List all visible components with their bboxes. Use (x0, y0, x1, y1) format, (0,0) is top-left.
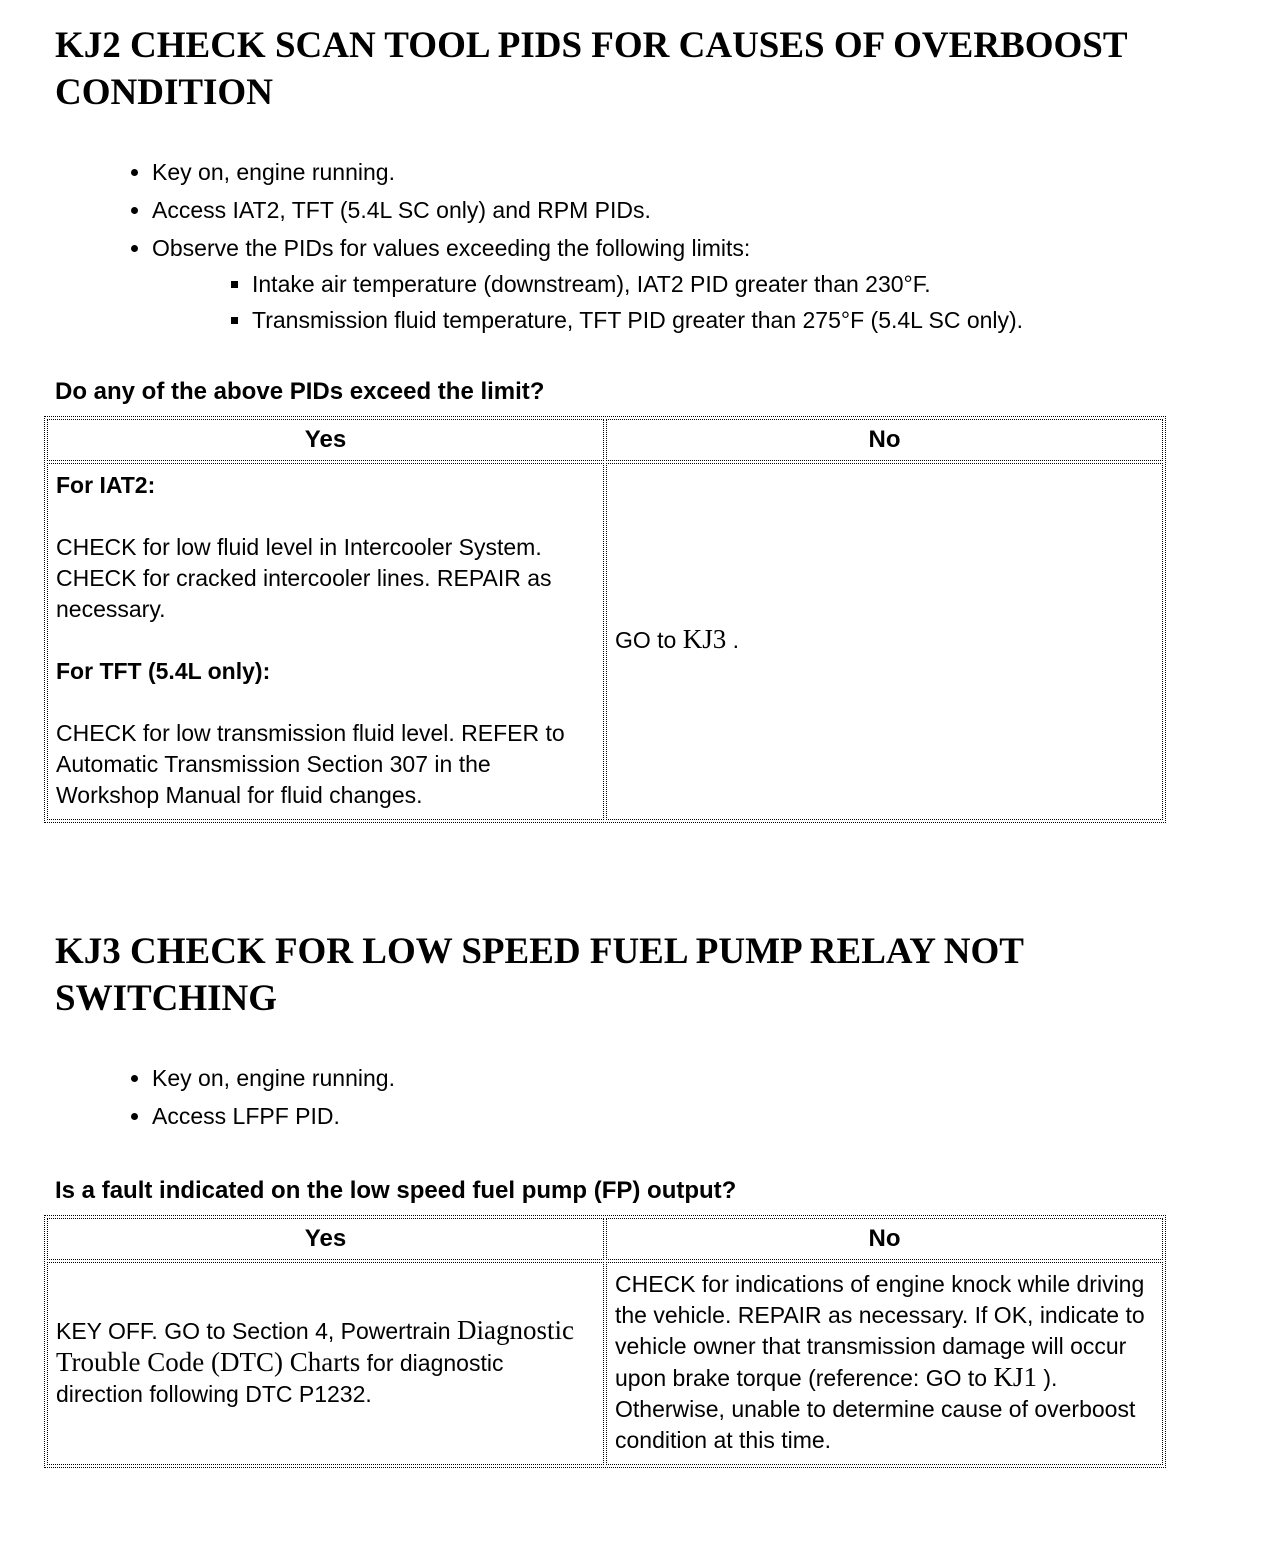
bullet-item: • Key on, engine running. (152, 157, 1212, 188)
bullet-item: • Access IAT2, TFT (5.4L SC only) and RPM PIDs. (152, 195, 1212, 226)
kj3-no-cell (606, 1262, 1163, 1465)
yes-cell-text: CHECK for low fluid level in Intercooler System. CHECK for cracked intercooler lines. REPAIR as necessary. (56, 533, 552, 622)
kj2-yes-header: Yes (47, 419, 604, 461)
table-body-row (47, 1262, 1163, 1465)
kj3-yes-cell (47, 1262, 604, 1465)
yes-cell-text: KEY OFF. GO to Section 4, Powertrain (56, 1317, 457, 1344)
table-header-row (47, 1218, 1163, 1260)
no-cell-text: GO to (615, 627, 683, 654)
table-header-row (47, 419, 1163, 461)
yes-cell-subheading: For IAT2: (56, 471, 156, 498)
bullet-item (152, 233, 1212, 336)
bullet-text: Observe the PIDs for values exceeding the following limits: (152, 234, 751, 261)
dtc-charts-reference: Diagnostic Trouble Code (DTC) Charts (56, 1314, 574, 1377)
kj3-question: Is a fault indicated on the low speed fuel pump (FP) output? (55, 1176, 737, 1204)
yes-cell-text: CHECK for low transmission fluid level. REFER to Automatic Transmission Section 307 in the Workshop Manual for fluid changes. (56, 719, 565, 808)
kj3-bullet-list (55, 1063, 1212, 1132)
kj2-bullet-list (55, 157, 1212, 336)
no-cell-text: ). Otherwise, unable to determine cause of overboost condition at this time. (615, 1364, 1136, 1453)
kj3-no-header: No (606, 1218, 1163, 1260)
kj2-decision-table (44, 416, 1166, 823)
kj1-reference: KJ1 (993, 1361, 1037, 1392)
no-cell-text: CHECK for indications of engine knock while driving the vehicle. REPAIR as necessary. If OK, indicate to vehicle owner that transmission damage will occur upon brake torque (reference: GO to (615, 1270, 1145, 1391)
kj2-no-header: No (606, 419, 1163, 461)
bullet-item: • Access LFPF PID. (152, 1101, 1212, 1132)
kj3-decision-table (44, 1215, 1166, 1468)
kj3-yes-header: Yes (47, 1218, 604, 1260)
yes-cell-subheading: For TFT (5.4L only): (56, 657, 271, 684)
kj3-reference: KJ3 (682, 624, 727, 655)
table-body-row (47, 463, 1163, 820)
kj2-sub-bullet-list (152, 269, 1212, 336)
bullet-item: • Key on, engine running. (152, 1063, 1212, 1094)
no-cell-text: . (726, 627, 740, 654)
kj2-yes-cell (47, 463, 604, 820)
kj2-no-cell (606, 463, 1163, 820)
sub-bullet-item: ▪ Transmission fluid temperature, TFT PID greater than 275°F (5.4L SC only). (252, 305, 1212, 336)
sub-bullet-item: ▪ Intake air temperature (downstream), IAT2 PID greater than 230°F. (252, 269, 1212, 300)
kj2-heading: KJ2 CHECK SCAN TOOL PIDS FOR CAUSES OF OVERBOOST CONDITION (55, 25, 1127, 114)
kj2-question: Do any of the above PIDs exceed the limit? (55, 377, 545, 405)
yes-cell-text: for diagnostic direction following DTC P1232. (56, 1349, 504, 1407)
kj3-heading: KJ3 CHECK FOR LOW SPEED FUEL PUMP RELAY NOT SWITCHING (55, 930, 1024, 1020)
